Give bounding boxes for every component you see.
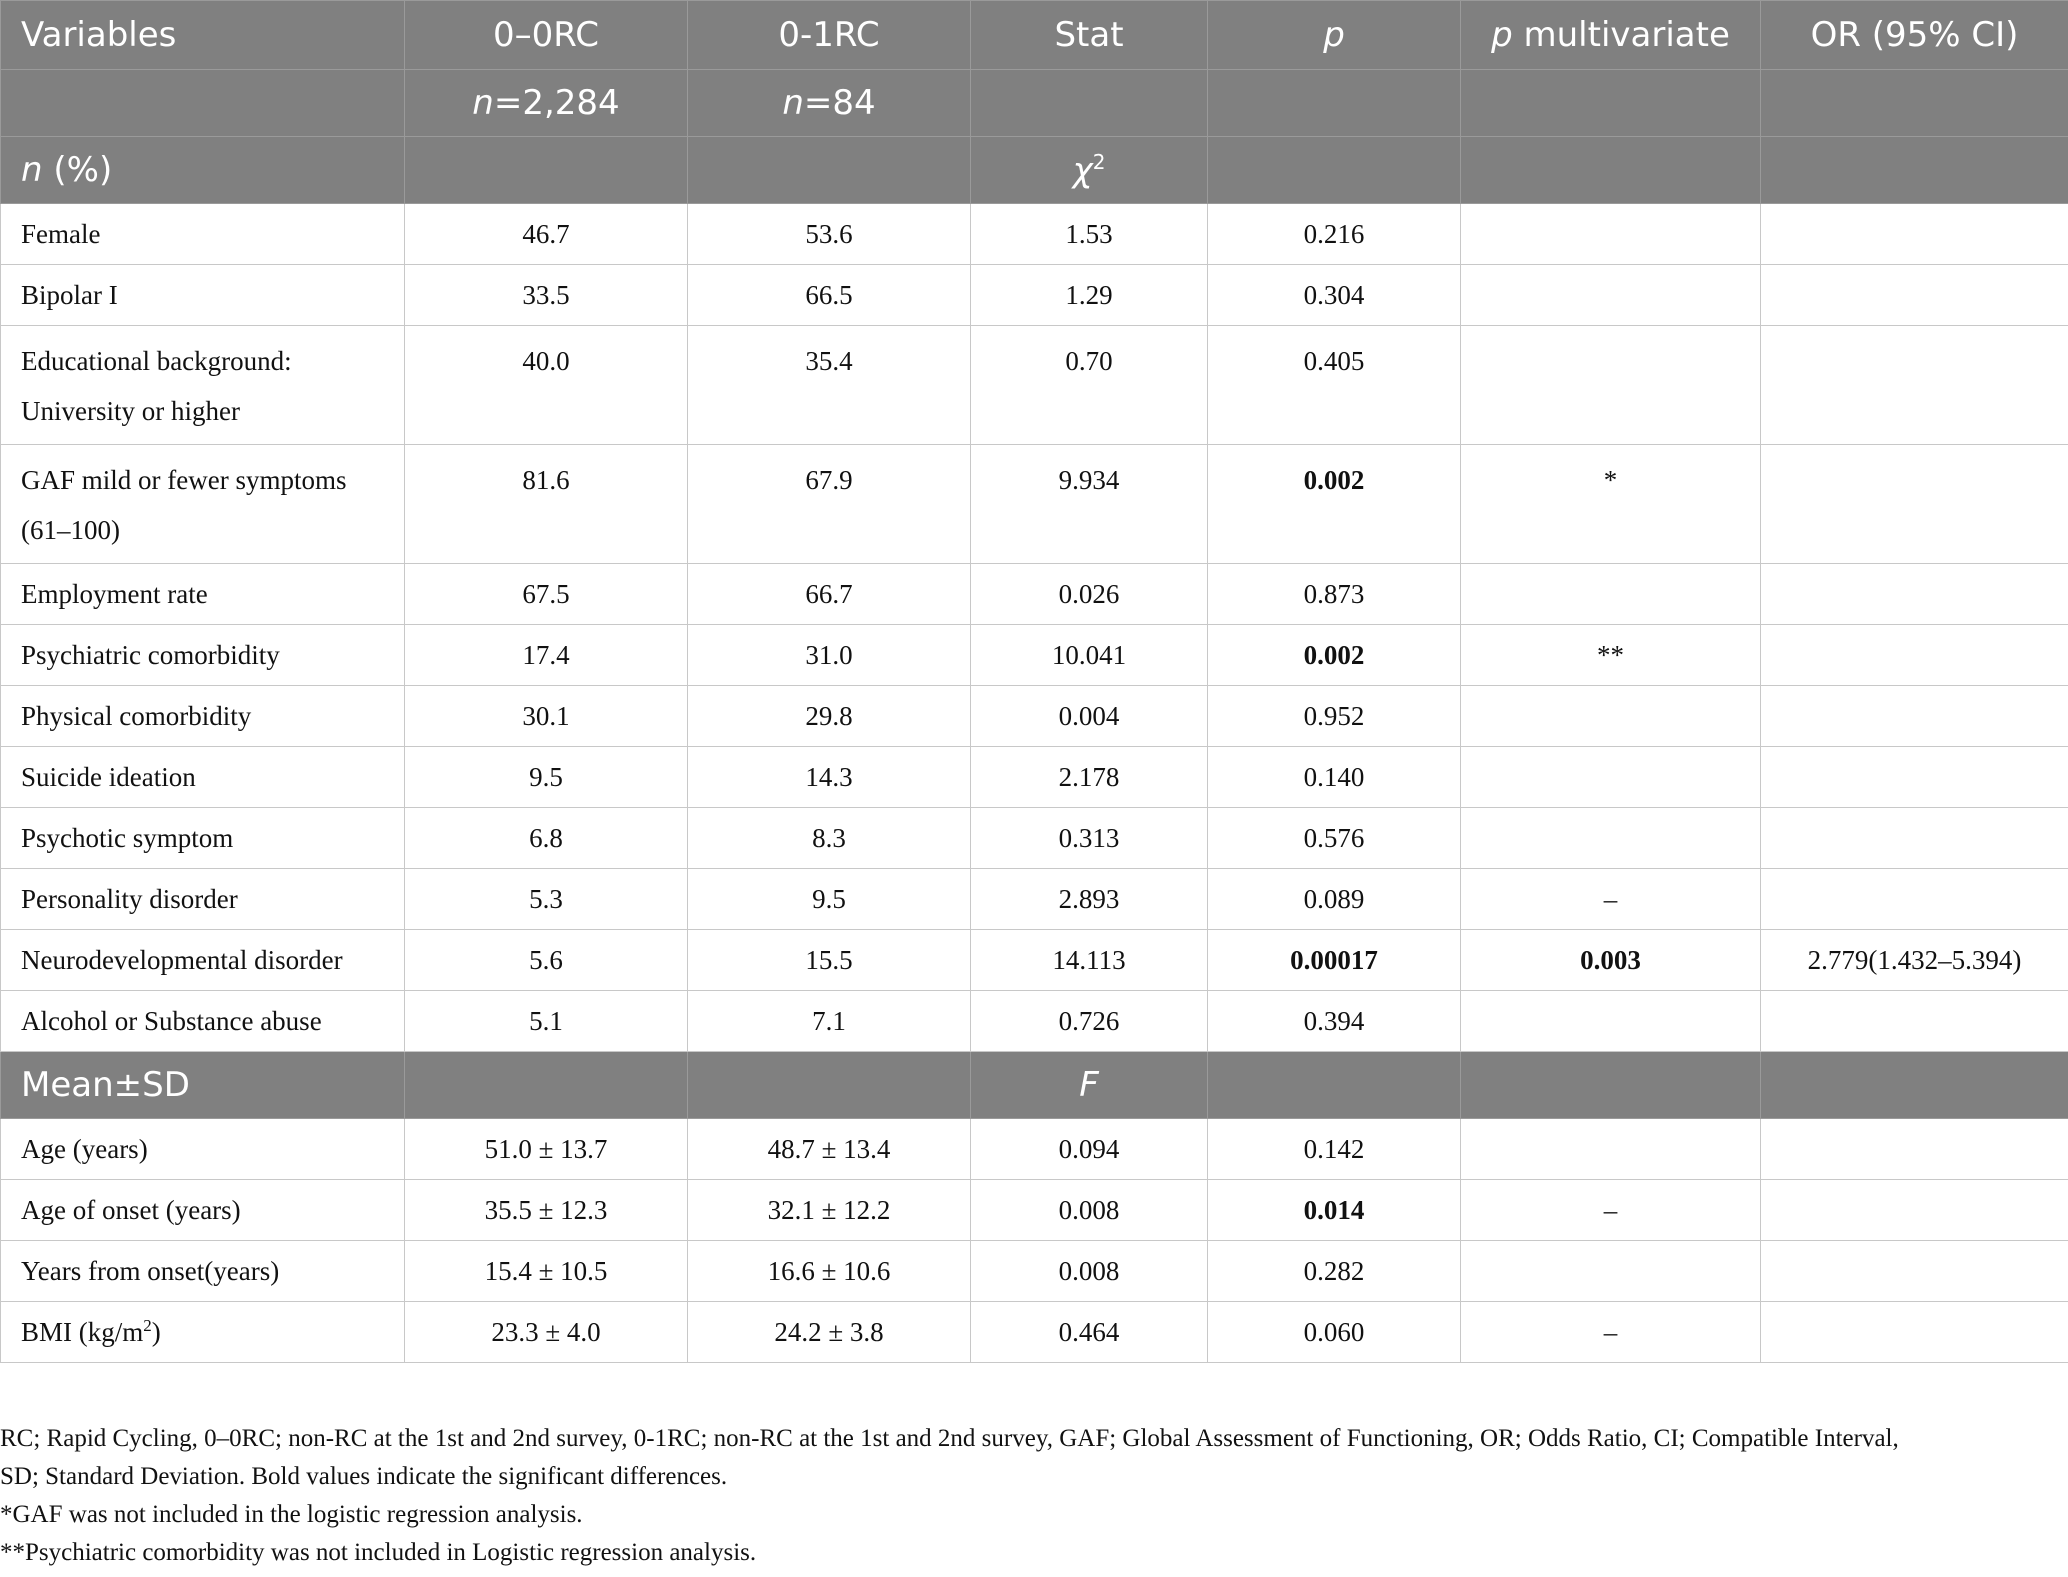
section-header-percent (1, 137, 2068, 204)
footnote-double-asterisk: **Psychiatric comorbidity was not included in Logistic regression analysis. (0, 1539, 757, 1566)
table-row: Female 46.7 53.6 1.53 0.216 (1, 204, 2068, 265)
section-label-mean-sd: Mean±SD (1, 1052, 405, 1119)
table-row: BMI $(kg/m^2)$ 23.3 ± 4.0 24.2 ± 3.8 0.464 0.060 – (1, 1302, 2068, 1363)
col-header-group2: 0-1RC (688, 1, 971, 70)
table-row: Physical comorbidity 30.1 29.8 0.004 0.952 (1, 686, 2068, 747)
col-header-or: OR (95% CI) (1761, 1, 2068, 70)
group2-n: n=84 (688, 70, 971, 137)
table-row: GAF mild or fewer symptoms (61–100) 81.6 67.9 9.934 0.002 * (1, 445, 2068, 564)
section-label-percent: n (%) (1, 137, 405, 204)
group1-n: n=2,284 (405, 70, 688, 137)
table-row: Years from onset(years) 15.4 ± 10.5 16.6 ± 10.6 0.008 0.282 (1, 1241, 2068, 1302)
table-row: Neurodevelopmental disorder 5.6 15.5 14.113 0.00017 0.003 2.779(1.432–5.394) (1, 930, 2068, 991)
table-row: Alcohol or Substance abuse 5.1 7.1 0.726 0.394 (1, 991, 2068, 1052)
header-row (1, 1, 2068, 70)
table-footnotes (0, 1420, 2060, 1572)
section-stat-f: F (971, 1052, 1208, 1119)
table-row: Suicide ideation 9.5 14.3 2.178 0.140 (1, 747, 2068, 808)
footnote-abbreviations-cont: SD; Standard Deviation. Bold values indicate the significant differences. (0, 1463, 728, 1490)
col-header-variables: Variables (1, 1, 405, 70)
col-header-p: p (1208, 1, 1461, 70)
table-row: Age of onset (years) 35.5 ± 12.3 32.1 ± 12.2 0.008 0.014 – (1, 1180, 2068, 1241)
header-n-row (1, 70, 2068, 137)
col-header-stat: Stat (971, 1, 1208, 70)
table-row: Psychiatric comorbidity 17.4 31.0 10.041 0.002 ** (1, 625, 2068, 686)
footnote-single-asterisk: *GAF was not included in the logistic regression analysis. (0, 1501, 583, 1528)
table-row: Educational background: University or higher 40.0 35.4 0.70 0.405 (1, 326, 2068, 445)
table-row: Personality disorder 5.3 9.5 2.893 0.089 – (1, 869, 2068, 930)
table-row: Age (years) 51.0 ± 13.7 48.7 ± 13.4 0.094 0.142 (1, 1119, 2068, 1180)
table-row: Psychotic symptom 6.8 8.3 0.313 0.576 (1, 808, 2068, 869)
footnote-abbreviations: RC; Rapid Cycling, 0–0RC; non-RC at the 1st and 2nd survey, 0-1RC; non-RC at the 1st and 2nd survey, GAF; Global Assessment of Functioning, OR; Odds Ratio, CI; Compatible Interval, (0, 1425, 1899, 1452)
section-header-mean-sd (1, 1052, 2068, 1119)
table-row: Bipolar I 33.5 66.5 1.29 0.304 (1, 265, 2068, 326)
section-stat-chi-square: $\chi^2$ (971, 137, 1208, 204)
col-header-group1: 0–0RC (405, 1, 688, 70)
table-row: Employment rate 67.5 66.7 0.026 0.873 (1, 564, 2068, 625)
col-header-p-multivariate: p multivariate (1461, 1, 1761, 70)
